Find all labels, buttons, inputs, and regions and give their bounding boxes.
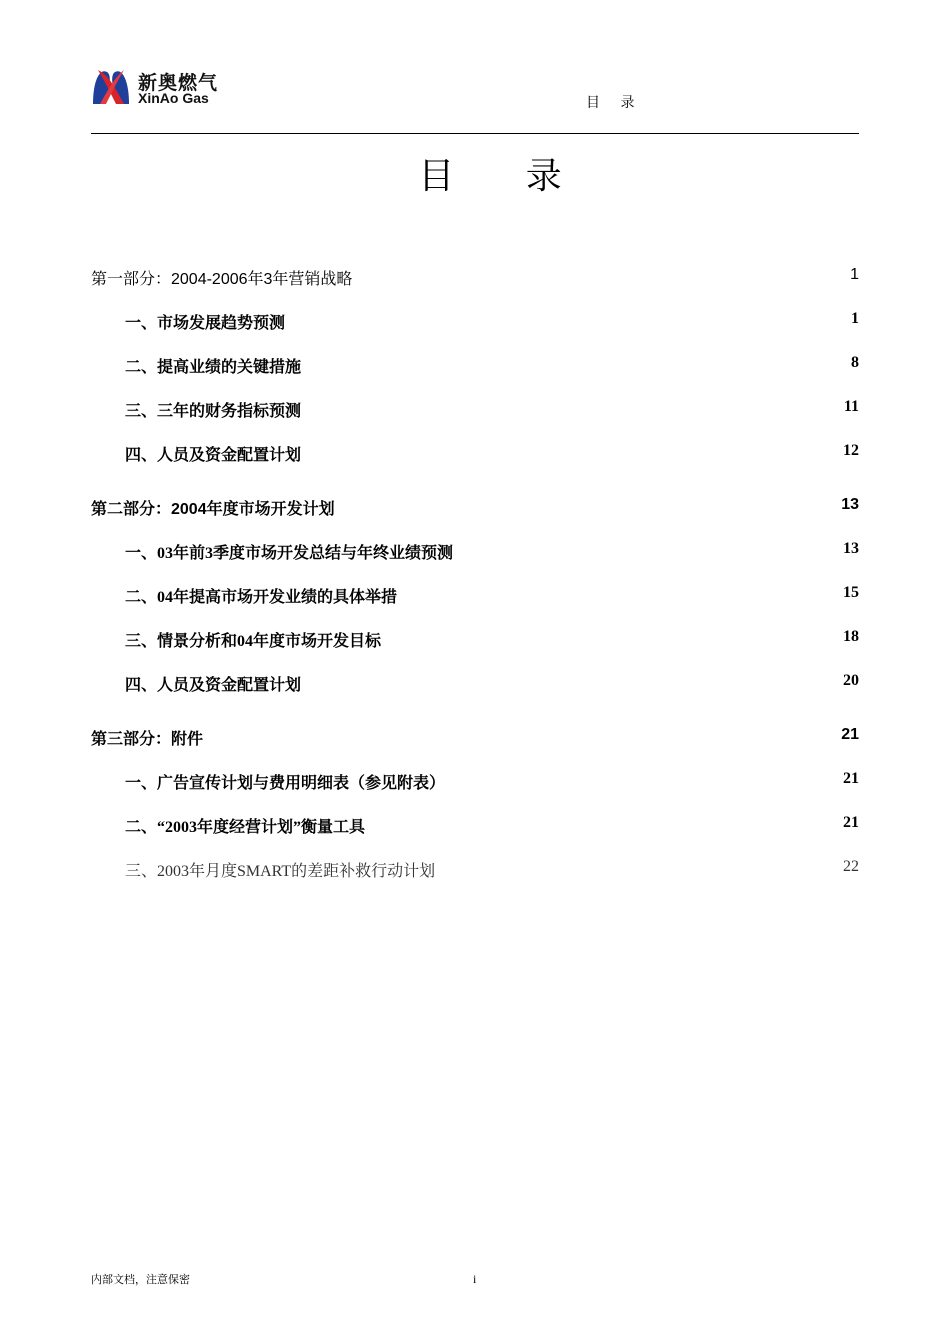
toc-entry-label: 四、人员及资金配置计划 [125, 447, 302, 464]
toc-entry-page: 21 [841, 726, 859, 743]
toc-entry[interactable] [91, 628, 859, 650]
footer-page-number: i [473, 1272, 477, 1286]
toc-entry-label: 四、人员及资金配置计划 [125, 677, 302, 694]
toc-entry-label: 一、广告宣传计划与费用明细表（参见附表） [125, 775, 446, 792]
toc-entry-page: 21 [843, 770, 859, 787]
toc-entry-label: 二、提高业绩的关键措施 [125, 359, 302, 376]
toc-entry-page: 13 [843, 540, 859, 557]
toc-entry[interactable] [91, 310, 859, 332]
toc-entry-page: 1 [850, 266, 859, 283]
toc-part-1[interactable] [91, 266, 859, 288]
toc-entry-page: 1 [851, 310, 859, 327]
logo-chinese-name: 新奥燃气 [138, 72, 219, 94]
running-header-title: 目 录 [586, 95, 643, 111]
toc-entry-label: 三、情景分析和04年度市场开发目标 [125, 633, 382, 650]
toc-entry-page: 13 [841, 496, 859, 513]
toc-entry-label: 三、2003年月度SMART的差距补救行动计划 [125, 863, 436, 880]
toc-entry[interactable] [91, 584, 859, 606]
toc-entry-label: 一、市场发展趋势预测 [125, 315, 286, 332]
toc-entry-label: 第二部分：2004年度市场开发计划 [91, 501, 335, 518]
footer-confidential-note: 内部文档，注意保密 [91, 1273, 190, 1286]
toc-entry-label: 第三部分：附件 [91, 731, 204, 748]
logo-english-name: XinAo Gas [138, 90, 209, 106]
toc-entry-label: 二、04年提高市场开发业绩的具体举措 [125, 589, 398, 606]
toc-entry[interactable] [91, 672, 859, 694]
toc-entry-page: 12 [843, 442, 859, 459]
toc-entry[interactable] [91, 398, 859, 420]
toc-entry[interactable] [91, 858, 859, 880]
toc-part-3[interactable] [91, 726, 859, 748]
toc-entry-page: 8 [851, 354, 859, 371]
toc-entry-label: 三、三年的财务指标预测 [125, 403, 302, 420]
toc-entry[interactable] [91, 354, 859, 376]
toc-part-2[interactable] [91, 496, 859, 518]
toc-entry[interactable] [91, 770, 859, 792]
toc-entry[interactable] [91, 540, 859, 562]
toc-entry-page: 18 [843, 628, 859, 645]
toc-entry-page: 21 [843, 814, 859, 831]
toc-entry-page: 20 [843, 672, 859, 689]
toc-entry-page: 11 [843, 398, 859, 415]
toc-entry[interactable] [91, 814, 859, 836]
toc-entry-label: 一、03年前3季度市场开发总结与年终业绩预测 [125, 545, 454, 562]
table-of-contents [91, 262, 859, 880]
toc-entry-page: 15 [843, 584, 859, 601]
toc-entry[interactable] [91, 442, 859, 464]
page-title: 目 录 [418, 156, 592, 197]
header-divider [91, 133, 859, 134]
toc-entry-label: 二、“2003年度经营计划”衡量工具 [125, 819, 366, 836]
xinao-logo-icon [90, 66, 132, 108]
toc-entry-label: 第一部分：2004-2006年3年营销战略 [91, 271, 353, 288]
company-logo [90, 66, 240, 110]
toc-entry-page: 22 [843, 858, 859, 875]
